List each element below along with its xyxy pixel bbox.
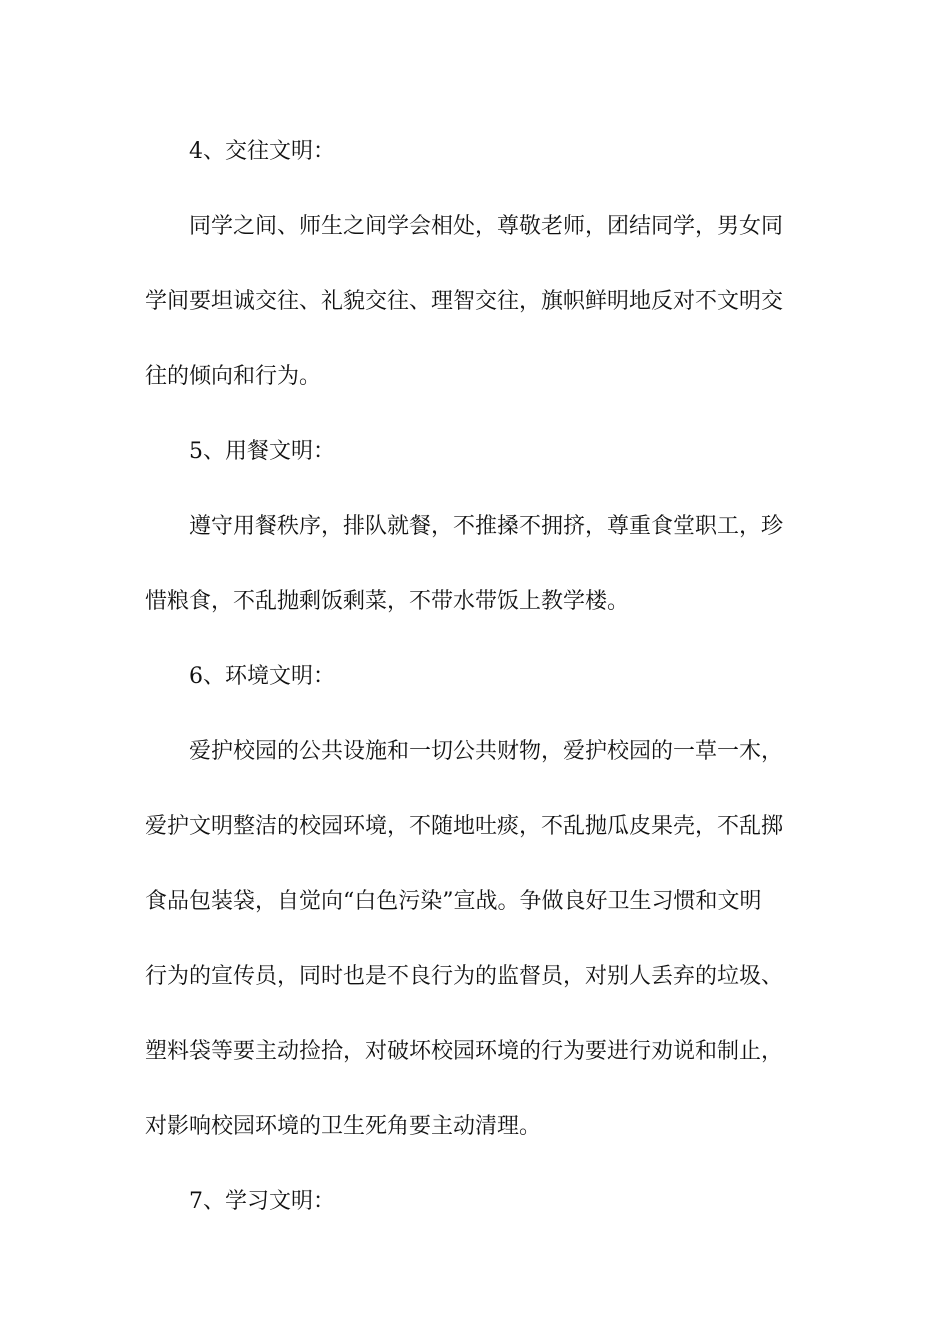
paragraph-line: 食品包装袋，自觉向“白色污染”宣战。争做良好卫生习惯和文明 [145, 889, 762, 914]
paragraph-line: 塑料袋等要主动捡拾，对破坏校园环境的行为要进行劝说和制止， [145, 1039, 784, 1064]
paragraph-line: 往的倾向和行为。 [145, 364, 322, 389]
paragraph-line: 同学之间、师生之间学会相处，尊敬老师，团结同学，男女同 [189, 214, 784, 239]
paragraph-line: 遵守用餐秩序，排队就餐，不推搡不拥挤，尊重食堂职工，珍 [189, 514, 784, 539]
section-heading-4: 4、交往文明： [189, 139, 335, 164]
paragraph-line: 对影响校园环境的卫生死角要主动清理。 [145, 1114, 542, 1139]
paragraph-line: 爱护校园的公共设施和一切公共财物，爱护校园的一草一木， [189, 739, 784, 764]
paragraph-line: 行为的宣传员，同时也是不良行为的监督员，对别人丢弃的垃圾、 [145, 964, 784, 989]
paragraph-line: 学间要坦诚交往、礼貌交往、理智交往，旗帜鲜明地反对不文明交 [145, 289, 784, 314]
paragraph-line: 惜粮食，不乱抛剩饭剩菜，不带水带饭上教学楼。 [145, 589, 630, 614]
paragraph-line: 爱护文明整洁的校园环境，不随地吐痰，不乱抛瓜皮果壳，不乱掷 [145, 814, 784, 839]
section-heading-5: 5、用餐文明： [189, 439, 335, 464]
section-heading-7: 7、学习文明： [189, 1189, 335, 1214]
section-heading-6: 6、环境文明： [189, 664, 335, 689]
